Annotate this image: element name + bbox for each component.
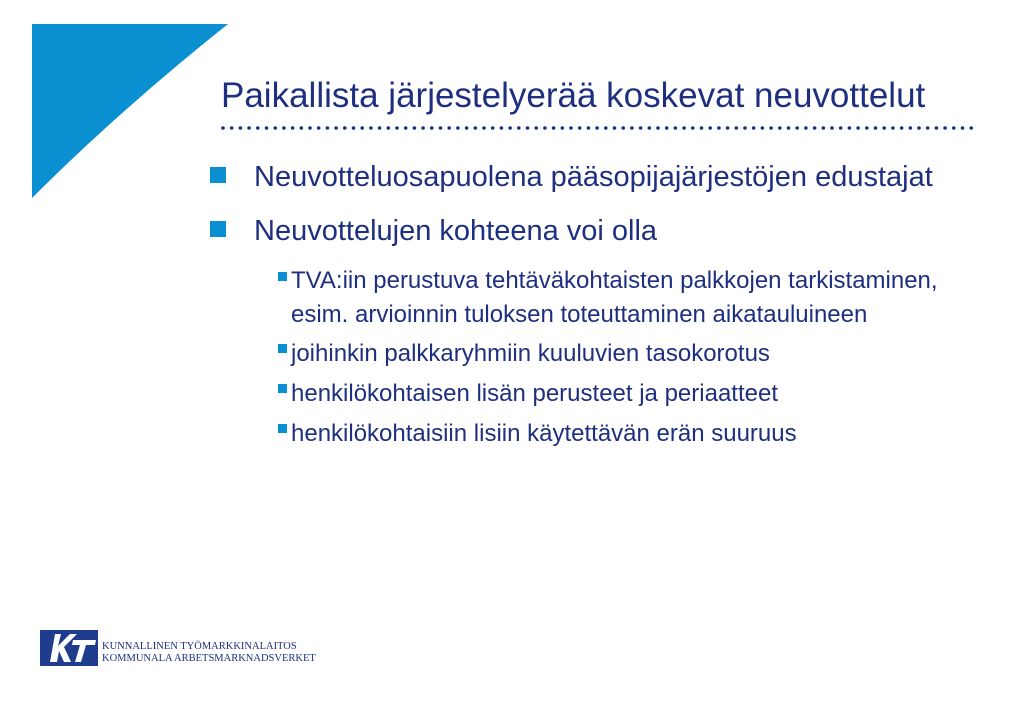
slide-title: Paikallista järjestelyerää koskevat neuvottelut [221,76,926,115]
sub-bullet-item [210,336,1000,372]
sub-bullet-text: joihinkin palkkaryhmiin kuuluvien tasokorotus [291,340,770,367]
bullet-text: Neuvotteluosapuolena pääsopijajärjestöjen edustajat [254,161,933,193]
sub-bullet-text: henkilökohtaisiin lisiin käytettävän erän suuruus [291,420,797,447]
bullet-item [210,158,1000,196]
corner-triangle-shape [0,0,240,210]
sub-bullet-text: henkilökohtaisen lisän perusteet ja periaatteet [291,380,778,407]
sub-bullet-group [210,264,1000,452]
square-bullet-icon [278,344,287,353]
square-bullet-icon [278,272,287,281]
sub-bullet-item [210,264,1000,332]
bullet-text: Neuvottelujen kohteena voi olla [254,215,658,247]
square-bullet-icon [210,167,226,183]
sub-bullet-text: TVA:iin perustuva tehtäväkohtaisten palkkojen tarkistaminen, esim. arvioinnin tuloksen toteuttaminen aikatauluineen [291,267,938,328]
organization-name-swedish: KOMMUNALA ARBETSMARKNADSVERKET [102,653,316,664]
square-bullet-icon [278,384,287,393]
square-bullet-icon [210,221,226,237]
square-bullet-icon [278,424,287,433]
sub-bullet-list [210,264,1000,452]
dotted-divider [220,120,976,136]
sub-bullet-item [210,416,1000,452]
organization-name [102,641,316,665]
organization-name-finnish: KUNNALLINEN TYÖMARKKINALAITOS [102,641,297,652]
bullet-item [210,212,1000,250]
sub-bullet-item [210,376,1000,412]
bullet-list [210,158,1000,456]
kt-logo-icon [40,626,98,670]
